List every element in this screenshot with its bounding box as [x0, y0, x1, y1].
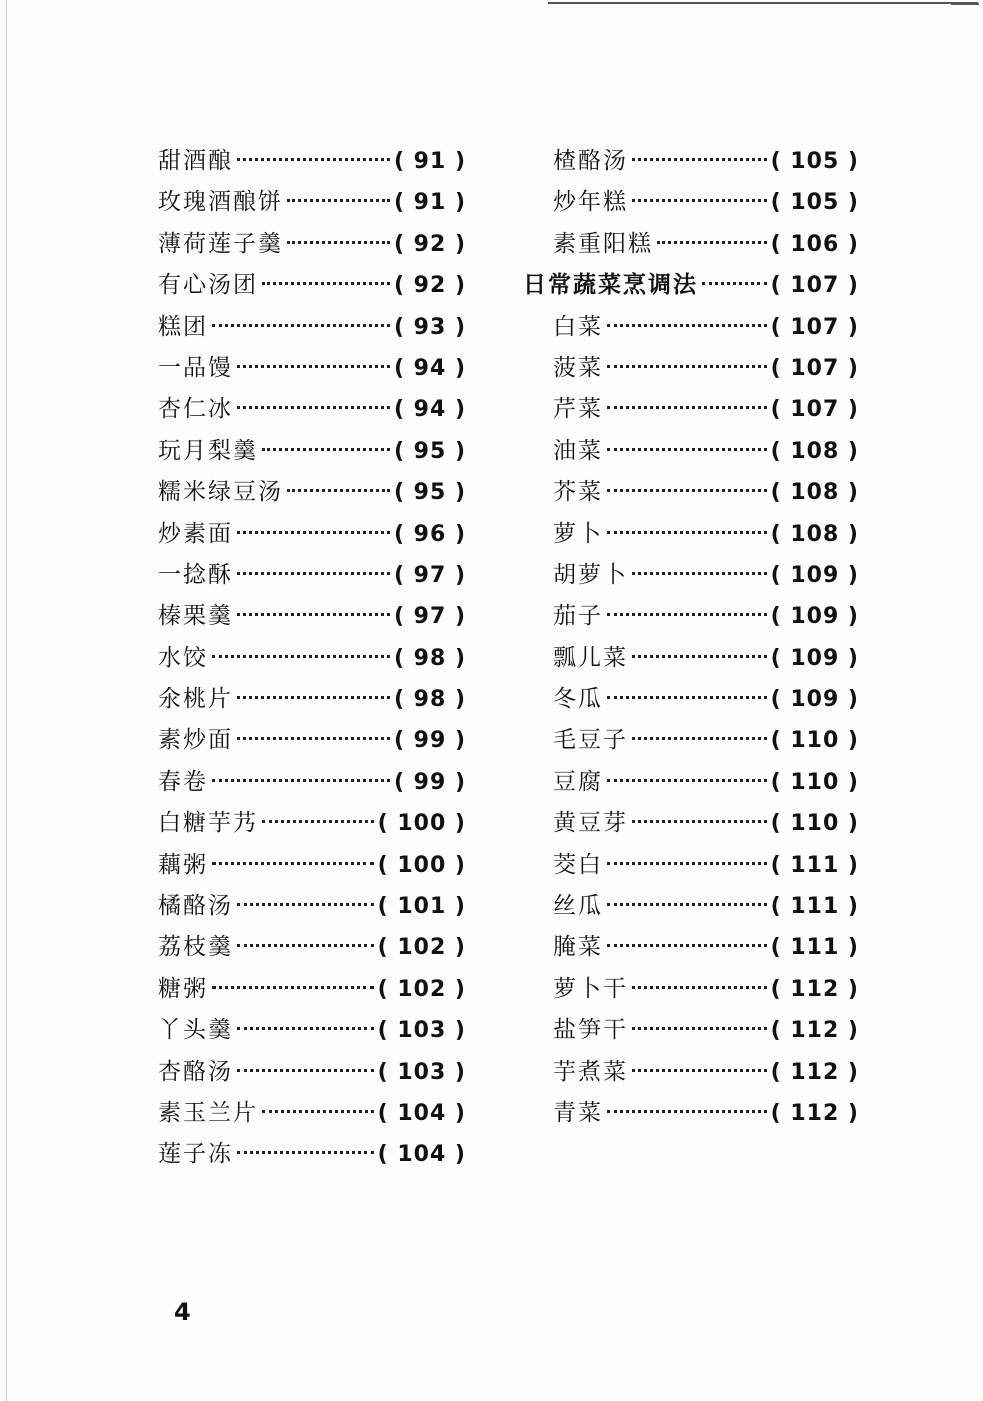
toc-left-column: [158, 141, 466, 1176]
toc-entry-page: ( 112 ): [770, 976, 859, 1002]
toc-entry: [158, 265, 466, 306]
dot-leader: [607, 903, 767, 906]
toc-entry-title: 冬瓜: [553, 686, 603, 713]
dot-leader: [632, 1027, 767, 1030]
toc-entry: [523, 596, 859, 637]
dot-leader: [632, 655, 767, 658]
toc-entry-title: 日常蔬菜烹调法: [523, 272, 698, 299]
toc-entry-title: 楂酪汤: [553, 148, 628, 174]
toc-entry-page: ( 109 ): [770, 562, 859, 588]
toc-entry-title: 玩月梨羹: [158, 437, 258, 464]
toc-entry-page: ( 104 ): [377, 1142, 466, 1168]
toc-entry-page: ( 94 ): [393, 355, 466, 381]
toc-entry: [158, 1052, 466, 1093]
toc-entry: [523, 886, 859, 927]
dot-leader: [212, 862, 374, 865]
dot-leader: [607, 489, 767, 492]
toc-entry: [158, 886, 466, 927]
toc-entry-page: ( 112 ): [770, 1100, 859, 1126]
dot-leader: [237, 1027, 374, 1030]
scan-edge-line: [6, 0, 7, 1401]
toc-entry: [158, 969, 466, 1010]
toc-entry-title: 橘酪汤: [158, 893, 233, 920]
top-rule-tail: [951, 3, 979, 11]
toc-entry-page: ( 93 ): [393, 314, 466, 340]
toc-entry: [158, 389, 466, 430]
dot-leader: [607, 613, 767, 616]
toc-entry-title: 芋煮菜: [553, 1058, 628, 1085]
toc-entry-title: 炒素面: [158, 520, 233, 547]
toc-entry-page: ( 91 ): [393, 190, 466, 216]
dot-leader: [607, 1110, 767, 1113]
dot-leader: [237, 903, 374, 906]
dot-leader: [607, 406, 767, 409]
toc-entry-title: 糯米绿豆汤: [158, 479, 283, 506]
toc-entry-title: 杏仁冰: [158, 396, 233, 423]
toc-entry-title: 油菜: [553, 437, 603, 464]
toc-entry-page: ( 108 ): [770, 480, 859, 506]
toc-entry-page: ( 105 ): [770, 149, 859, 174]
toc-entry-title: 丝瓜: [553, 893, 603, 920]
toc-entry: [158, 845, 466, 886]
dot-leader: [607, 696, 767, 699]
toc-entry-page: ( 111 ): [770, 894, 859, 920]
toc-entry-title: 春卷: [158, 768, 208, 795]
toc-entry: [158, 927, 466, 968]
toc-entry: [523, 720, 859, 761]
dot-leader: [702, 282, 767, 285]
top-rule: [548, 2, 978, 4]
toc-section-heading: [523, 265, 859, 306]
toc-entry-page: ( 112 ): [770, 1059, 859, 1085]
toc-entry-page: ( 94 ): [393, 397, 466, 423]
toc-entry-title: 青菜: [553, 1099, 603, 1126]
toc-entry-title: 水饺: [158, 644, 208, 671]
toc-entry-title: 素玉兰片: [158, 1099, 258, 1126]
toc-entry-title: 杏酪汤: [158, 1058, 233, 1085]
toc-entry: [158, 803, 466, 844]
toc-entry: [158, 1010, 466, 1051]
toc-entry-page: ( 99 ): [393, 769, 466, 795]
toc-entry: [523, 803, 859, 844]
toc-entry-page: ( 112 ): [770, 1018, 859, 1044]
toc-entry: [523, 555, 859, 596]
dot-leader: [237, 1151, 374, 1154]
toc-entry-page: ( 110 ): [770, 811, 859, 837]
dot-leader: [607, 531, 767, 534]
toc-entry: [523, 389, 859, 430]
dot-leader: [237, 737, 390, 740]
dot-leader: [632, 737, 767, 740]
toc-entry-page: ( 104 ): [377, 1100, 466, 1126]
toc-entry: [158, 720, 466, 761]
toc-entry: [523, 472, 859, 513]
toc-entry-title: 有心汤团: [158, 272, 258, 299]
dot-leader: [237, 944, 374, 947]
toc-entry-page: ( 103 ): [377, 1018, 466, 1044]
toc-entry-page: ( 98 ): [393, 687, 466, 713]
toc-entry: [158, 141, 466, 182]
toc-entry: [523, 1052, 859, 1093]
toc-entry: [158, 1134, 466, 1175]
dot-leader: [607, 324, 767, 327]
dot-leader: [237, 572, 390, 575]
dot-leader: [607, 365, 767, 368]
toc-entry-title: 莲子冻: [158, 1141, 233, 1168]
toc-entry-title: 一品馒: [158, 354, 233, 381]
toc-entry-page: ( 107 ): [770, 355, 859, 381]
toc-entry: [158, 224, 466, 265]
dot-leader: [632, 820, 767, 823]
toc-entry-title: 糖粥: [158, 975, 208, 1002]
dot-leader: [262, 1110, 374, 1113]
toc-entry: [158, 638, 466, 679]
toc-entry: [523, 845, 859, 886]
toc-entry-title: 萝卜干: [553, 975, 628, 1002]
toc-entry: [523, 141, 859, 182]
dot-leader: [632, 158, 767, 161]
toc-entry: [158, 596, 466, 637]
toc-entry-title: 茄子: [553, 603, 603, 630]
dot-leader: [287, 489, 390, 492]
toc-entry-title: 白菜: [553, 313, 603, 340]
toc-entry-page: ( 95 ): [393, 480, 466, 506]
toc-entry: [158, 307, 466, 348]
toc-entry: [158, 762, 466, 803]
toc-entry-page: ( 95 ): [393, 438, 466, 464]
dot-leader: [262, 448, 390, 451]
toc-entry-title: 腌菜: [553, 934, 603, 961]
toc-entry-title: 素炒面: [158, 727, 233, 754]
toc-entry: [523, 1093, 859, 1134]
dot-leader: [262, 820, 374, 823]
dot-leader: [632, 986, 767, 989]
dot-leader: [237, 613, 390, 616]
dot-leader: [212, 779, 390, 782]
toc-entry-title: 炒年糕: [553, 189, 628, 216]
dot-leader: [287, 199, 390, 202]
dot-leader: [262, 282, 390, 285]
toc-entry-page: ( 111 ): [770, 935, 859, 961]
toc-entry: [523, 927, 859, 968]
toc-entry-page: ( 98 ): [393, 645, 466, 671]
toc-entry-page: ( 110 ): [770, 769, 859, 795]
toc-entry-page: ( 97 ): [393, 604, 466, 630]
toc-entry: [523, 307, 859, 348]
toc-entry-page: ( 107 ): [770, 397, 859, 423]
toc-entry-page: ( 106 ): [770, 231, 859, 257]
toc-entry-title: 毛豆子: [553, 727, 628, 754]
toc-entry-page: ( 92 ): [393, 273, 466, 299]
toc-entry: [523, 431, 859, 472]
toc-entry: [523, 679, 859, 720]
toc-entry: [158, 348, 466, 389]
toc-entry-title: 萝卜: [553, 520, 603, 547]
toc-right-column: [523, 141, 859, 1134]
toc-entry-title: 榛栗羹: [158, 603, 233, 630]
dot-leader: [632, 1069, 767, 1072]
page-number: 4: [174, 1298, 191, 1326]
toc-entry-title: 丫头羹: [158, 1017, 233, 1044]
toc-entry-title: 豆腐: [553, 768, 603, 795]
toc-entry: [158, 431, 466, 472]
toc-entry-title: 瓢儿菜: [553, 644, 628, 671]
toc-entry: [523, 182, 859, 223]
toc-entry-title: 黄豆芽: [553, 810, 628, 837]
toc-entry-title: 芹菜: [553, 396, 603, 423]
toc-entry-title: 菠菜: [553, 354, 603, 381]
dot-leader: [237, 531, 390, 534]
toc-entry-page: ( 102 ): [377, 976, 466, 1002]
toc-entry-title: 胡萝卜: [553, 561, 628, 588]
toc-entry: [523, 969, 859, 1010]
toc-entry-title: 芥菜: [553, 479, 603, 506]
dot-leader: [237, 158, 390, 161]
toc-entry: [523, 762, 859, 803]
toc-entry-page: ( 111 ): [770, 852, 859, 878]
toc-entry-page: ( 100 ): [377, 852, 466, 878]
toc-entry-page: ( 103 ): [377, 1059, 466, 1085]
dot-leader: [607, 862, 767, 865]
dot-leader: [212, 986, 374, 989]
toc-entry: [158, 555, 466, 596]
dot-leader: [657, 241, 767, 244]
toc-entry-title: 一捻酥: [158, 561, 233, 588]
toc-entry-page: ( 100 ): [377, 811, 466, 837]
toc-entry-page: ( 97 ): [393, 562, 466, 588]
dot-leader: [237, 365, 390, 368]
toc-entry-page: ( 110 ): [770, 728, 859, 754]
toc-entry-page: ( 108 ): [770, 521, 859, 547]
toc-entry-page: ( 107 ): [770, 314, 859, 340]
toc-entry-page: ( 105 ): [770, 190, 859, 216]
toc-entry: [158, 472, 466, 513]
dot-leader: [632, 199, 767, 202]
toc-entry: [158, 1093, 466, 1134]
toc-entry-title: 盐笋干: [553, 1017, 628, 1044]
toc-entry-title: 糕团: [158, 313, 208, 340]
toc-entry-page: ( 107 ): [770, 273, 859, 299]
toc-entry-page: ( 96 ): [393, 521, 466, 547]
toc-entry: [158, 514, 466, 555]
toc-entry: [158, 182, 466, 223]
toc-entry-title: 玫瑰酒酿饼: [158, 189, 283, 216]
toc-entry-title: 茭白: [553, 851, 603, 878]
toc-entry: [523, 638, 859, 679]
toc-entry-title: 素重阳糕: [553, 230, 653, 257]
toc-entry-page: ( 92 ): [393, 231, 466, 257]
toc-entry-page: ( 109 ): [770, 645, 859, 671]
toc-entry: [523, 514, 859, 555]
dot-leader: [607, 779, 767, 782]
dot-leader: [212, 324, 390, 327]
toc-entry-page: ( 91 ): [393, 149, 466, 174]
toc-entry-page: ( 108 ): [770, 438, 859, 464]
toc-entry: [523, 1010, 859, 1051]
toc-entry-page: ( 99 ): [393, 728, 466, 754]
toc-entry-title: 藕粥: [158, 851, 208, 878]
toc-entry-title: 甜酒酿: [158, 148, 233, 174]
toc-entry-title: 白糖芋艿: [158, 810, 258, 837]
dot-leader: [607, 448, 767, 451]
toc-entry-page: ( 109 ): [770, 604, 859, 630]
dot-leader: [237, 1069, 374, 1072]
toc-entry: [523, 224, 859, 265]
toc-entry-title: 荔枝羹: [158, 934, 233, 961]
dot-leader: [287, 241, 390, 244]
toc-entry-title: 薄荷莲子羹: [158, 230, 283, 257]
dot-leader: [237, 696, 390, 699]
toc-entry: [158, 679, 466, 720]
toc-entry: [523, 348, 859, 389]
toc-entry-title: 氽桃片: [158, 686, 233, 713]
toc-entry-page: ( 109 ): [770, 687, 859, 713]
toc-entry-page: ( 102 ): [377, 935, 466, 961]
dot-leader: [607, 944, 767, 947]
dot-leader: [632, 572, 767, 575]
dot-leader: [212, 655, 390, 658]
dot-leader: [237, 406, 390, 409]
toc-entry-page: ( 101 ): [377, 894, 466, 920]
